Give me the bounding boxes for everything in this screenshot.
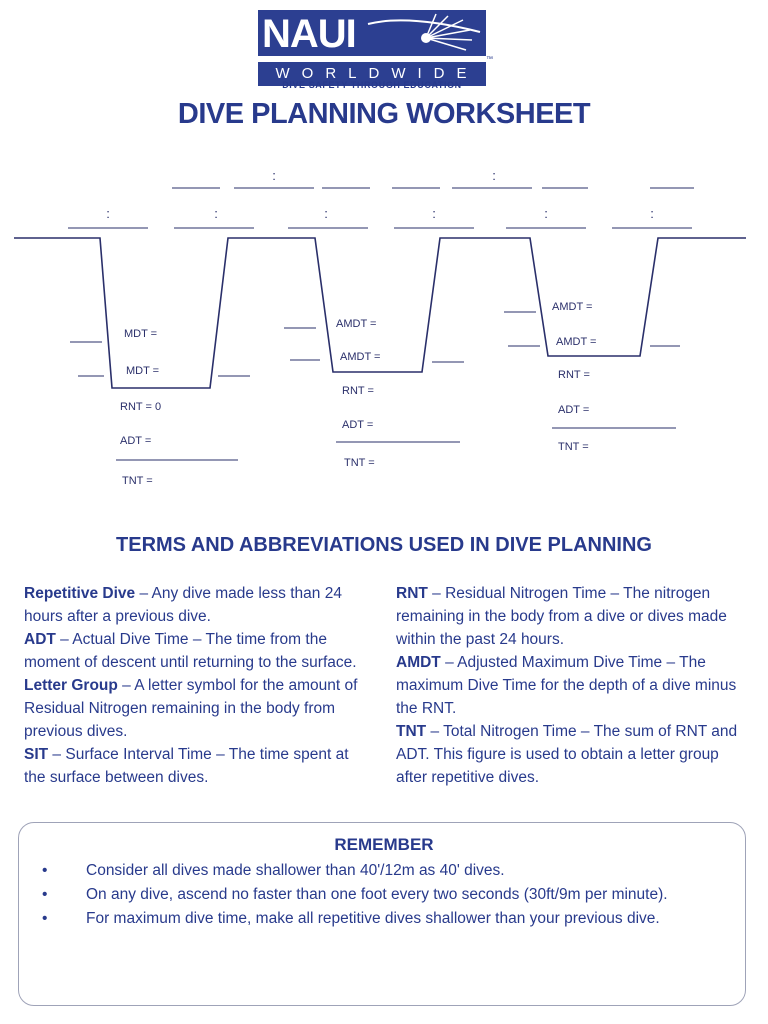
dive2-amdt-upper: AMDT = <box>336 318 377 330</box>
remember-text: For maximum dive time, make all repetitive dives shallower than your previous dive. <box>86 910 660 927</box>
dive1-mdt-upper: MDT = <box>124 328 158 340</box>
remember-item <box>40 884 730 906</box>
dive3-amdt-upper: AMDT = <box>552 301 593 313</box>
terms-right-column <box>396 582 746 789</box>
term-entry <box>24 743 374 789</box>
dive1-adt: ADT = <box>120 435 152 447</box>
dive2-amdt-lower: AMDT = <box>340 351 381 363</box>
page-title: DIVE PLANNING WORKSHEET <box>177 98 591 130</box>
dive1-mdt-lower: MDT = <box>126 365 160 377</box>
term-entry <box>24 628 374 674</box>
naui-logo <box>258 10 486 82</box>
logo-banner <box>258 10 486 56</box>
dive3-tnt: TNT = <box>558 441 589 453</box>
term-name: ADT <box>24 631 56 648</box>
dive1-rnt: RNT = 0 <box>120 401 162 413</box>
time-colon: : <box>324 206 328 221</box>
dive-profile-line <box>14 238 746 388</box>
remember-list <box>40 860 730 932</box>
term-name: Repetitive Dive <box>24 585 136 602</box>
remember-text: On any dive, ascend no faster than one foot every two seconds (30ft/9m per minute). <box>86 886 668 903</box>
dive2-adt: ADT = <box>342 419 374 431</box>
dive1-tnt: TNT = <box>122 475 153 487</box>
terms-heading: TERMS AND ABBREVIATIONS USED IN DIVE PLANNING <box>116 534 652 556</box>
time-colon: : <box>650 206 654 221</box>
time-colon: : <box>544 206 548 221</box>
time-colon: : <box>106 206 110 221</box>
remember-text: Consider all dives made shallower than 40'/12m as 40' dives. <box>86 862 505 879</box>
terms-left-column <box>24 582 374 789</box>
term-definition: – Surface Interval Time – The time spent at the surface between dives. <box>24 746 349 786</box>
dive2-rnt: RNT = <box>342 385 374 397</box>
remember-item <box>40 908 730 930</box>
term-entry <box>24 674 374 743</box>
term-entry <box>24 582 374 628</box>
term-definition: – Residual Nitrogen Time – The nitrogen remaining in the body from a dive or dives made within the past 24 hours. <box>396 585 727 648</box>
bullet-icon: • <box>42 886 48 903</box>
time-colon: : <box>432 206 436 221</box>
term-name: RNT <box>396 585 428 602</box>
dive2-tnt: TNT = <box>344 457 375 469</box>
bullet-icon: • <box>42 862 48 879</box>
term-name: SIT <box>24 746 49 763</box>
term-definition: – Adjusted Maximum Dive Time – The maximum Dive Time for the depth of a dive minus the RNT. <box>396 654 737 717</box>
term-definition: – Actual Dive Time – The time from the moment of descent until returning to the surface. <box>24 631 357 671</box>
trademark: ™ <box>486 56 493 63</box>
remember-title: REMEMBER <box>334 835 434 854</box>
term-entry <box>396 720 746 789</box>
dive3-amdt-lower: AMDT = <box>556 336 597 348</box>
time-colon: : <box>214 206 218 221</box>
time-colon: : <box>492 168 496 183</box>
remember-item <box>40 860 730 882</box>
sunburst-icon <box>258 10 486 56</box>
term-name: Letter Group <box>24 677 118 694</box>
term-definition: – A letter symbol for the amount of Residual Nitrogen remaining in the body from previous dives. <box>24 677 358 740</box>
time-colon: : <box>272 168 276 183</box>
term-name: TNT <box>396 723 427 740</box>
dive-profile-diagram <box>0 150 768 500</box>
term-name: AMDT <box>396 654 441 671</box>
dive3-rnt: RNT = <box>558 369 590 381</box>
logo-word: NAUI <box>262 12 356 56</box>
term-entry <box>396 582 746 651</box>
bullet-icon: • <box>42 910 48 927</box>
logo-subtitle: WORLDWIDE <box>258 62 486 86</box>
term-definition: – Any dive made less than 24 hours after a previous dive. <box>24 585 342 625</box>
term-entry <box>396 651 746 720</box>
term-definition: – Total Nitrogen Time – The sum of RNT and ADT. This figure is used to obtain a letter group after repetitive dives. <box>396 723 738 786</box>
tagline: DIVE SAFETY THROUGH EDUCATION <box>282 80 462 90</box>
dive3-adt: ADT = <box>558 404 590 416</box>
